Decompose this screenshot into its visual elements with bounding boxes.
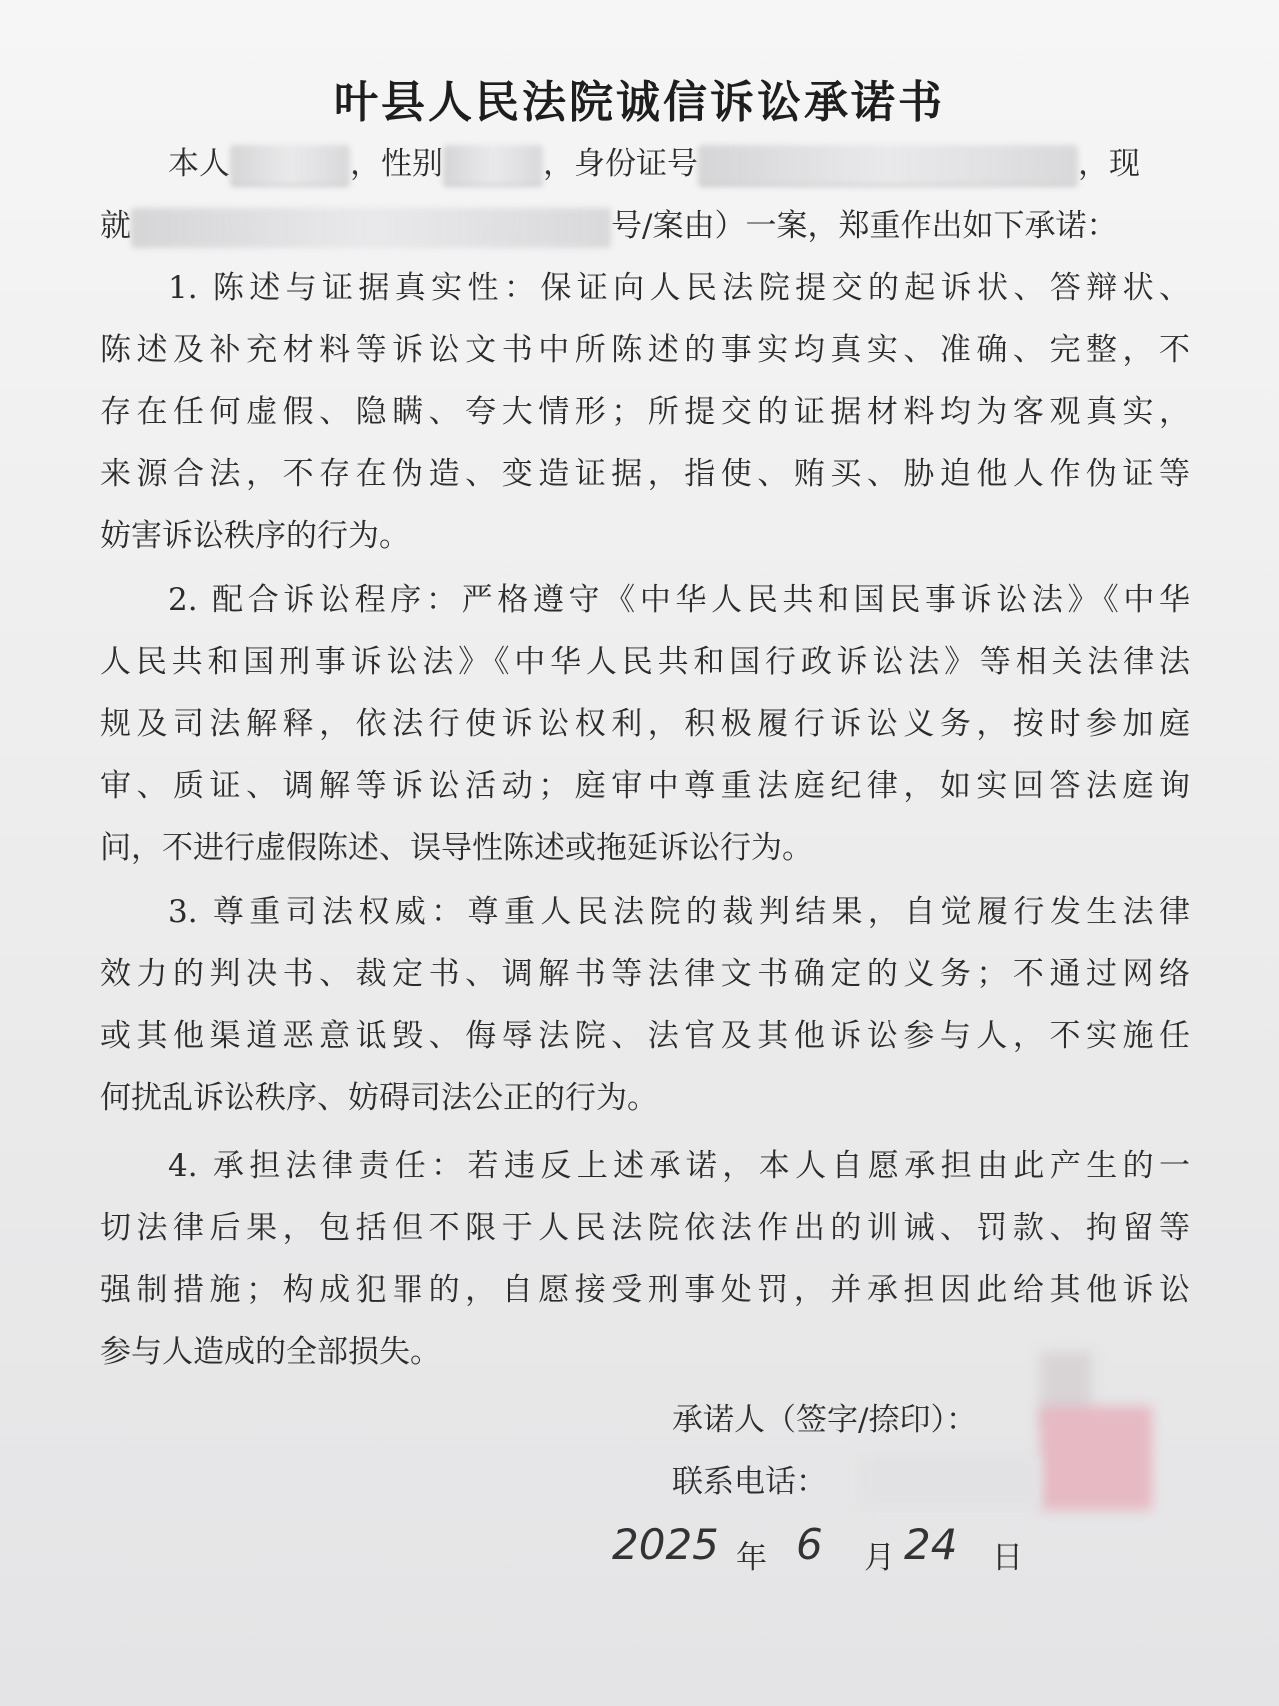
paragraph-2-line-4: 审、质证、调解等诉讼活动；庭审中尊重法庭纪律，如实回答法庭询 (100, 768, 1190, 804)
paragraph-2-line-1: 2. 配合诉讼程序：严格遵守《中华人民共和国民事诉讼法》《中华 (168, 582, 1190, 618)
paragraph-1-line-3: 存在任何虚假、隐瞒、夸大情形；所提交的证据材料均为客观真实， (100, 394, 1190, 430)
date-year: 2025 (612, 1520, 719, 1569)
intro-prefix: 本人 (168, 146, 230, 182)
date-day-unit: 日 (992, 1540, 1023, 1576)
intro-id-label: ，身份证号 (543, 146, 698, 182)
paragraph-3-line-4: 何扰乱诉讼秩序、妨碍司法公正的行为。 (100, 1080, 658, 1116)
intro-sex-label: ，性别 (350, 146, 443, 182)
phone-label: 联系电话： (672, 1464, 827, 1500)
date-month-unit: 月 (864, 1540, 895, 1576)
paragraph-4-line-1: 4. 承担法律责任：若违反上述承诺，本人自愿承担由此产生的一 (168, 1148, 1190, 1184)
redacted-sex (443, 145, 543, 186)
intro-line2-prefix: 就 (100, 208, 131, 244)
paragraph-1-line-4: 来源合法，不存在伪造、变造证据，指使、贿买、胁迫他人作伪证等 (100, 456, 1190, 492)
paragraph-4-line-3: 强制措施；构成犯罪的，自愿接受刑事处罚，并承担因此给其他诉讼 (100, 1272, 1190, 1308)
redacted-phone-number (860, 1456, 1040, 1508)
intro-end: ，现 (1078, 146, 1140, 182)
paragraph-1-line-1: 1. 陈述与证据真实性：保证向人民法院提交的起诉状、答辩状、 (168, 270, 1190, 306)
intro-line2-tail: 号/案由）一案，郑重作出如下承诺： (611, 208, 1118, 244)
date-day: 24 (904, 1520, 958, 1569)
paragraph-2-line-5: 问，不进行虚假陈述、误导性陈述或拖延诉讼行为。 (100, 830, 813, 866)
paragraph-3-line-3: 或其他渠道恶意诋毁、侮辱法院、法官及其他诉讼参与人，不实施任 (100, 1018, 1190, 1054)
paragraph-1-line-5: 妨害诉讼秩序的行为。 (100, 518, 410, 554)
date-year-unit: 年 (736, 1540, 767, 1576)
paragraph-4-line-4: 参与人造成的全部损失。 (100, 1334, 441, 1370)
redacted-id-number (698, 145, 1078, 186)
date-month: 6 (796, 1520, 823, 1569)
paragraph-3-line-1: 3. 尊重司法权威：尊重人民法院的裁判结果，自觉履行发生法律 (168, 894, 1190, 930)
intro-line-1 (168, 144, 1190, 186)
redacted-name (230, 145, 350, 186)
paragraph-2-line-2: 人民共和国刑事诉讼法》《中华人民共和国行政诉讼法》等相关法律法 (100, 644, 1190, 680)
redacted-case-number (131, 208, 611, 248)
intro-line-2 (100, 206, 1190, 248)
paragraph-1-line-2: 陈述及补充材料等诉讼文书中所陈述的事实均真实、准确、完整，不 (100, 332, 1190, 368)
signer-label: 承诺人（签字/捺印）： (672, 1402, 977, 1438)
paragraph-2-line-3: 规及司法解释，依法行使诉讼权利，积极履行诉讼义务，按时参加庭 (100, 706, 1190, 742)
paragraph-3-line-2: 效力的判决书、裁定书、调解书等法律文书确定的义务；不通过网络 (100, 956, 1190, 992)
paragraph-4-line-2: 切法律后果，包括但不限于人民法院依法作出的训诫、罚款、拘留等 (100, 1210, 1190, 1246)
document-title: 叶县人民法院诚信诉讼承诺书 (334, 77, 945, 128)
redacted-fingerprint (1040, 1406, 1152, 1510)
